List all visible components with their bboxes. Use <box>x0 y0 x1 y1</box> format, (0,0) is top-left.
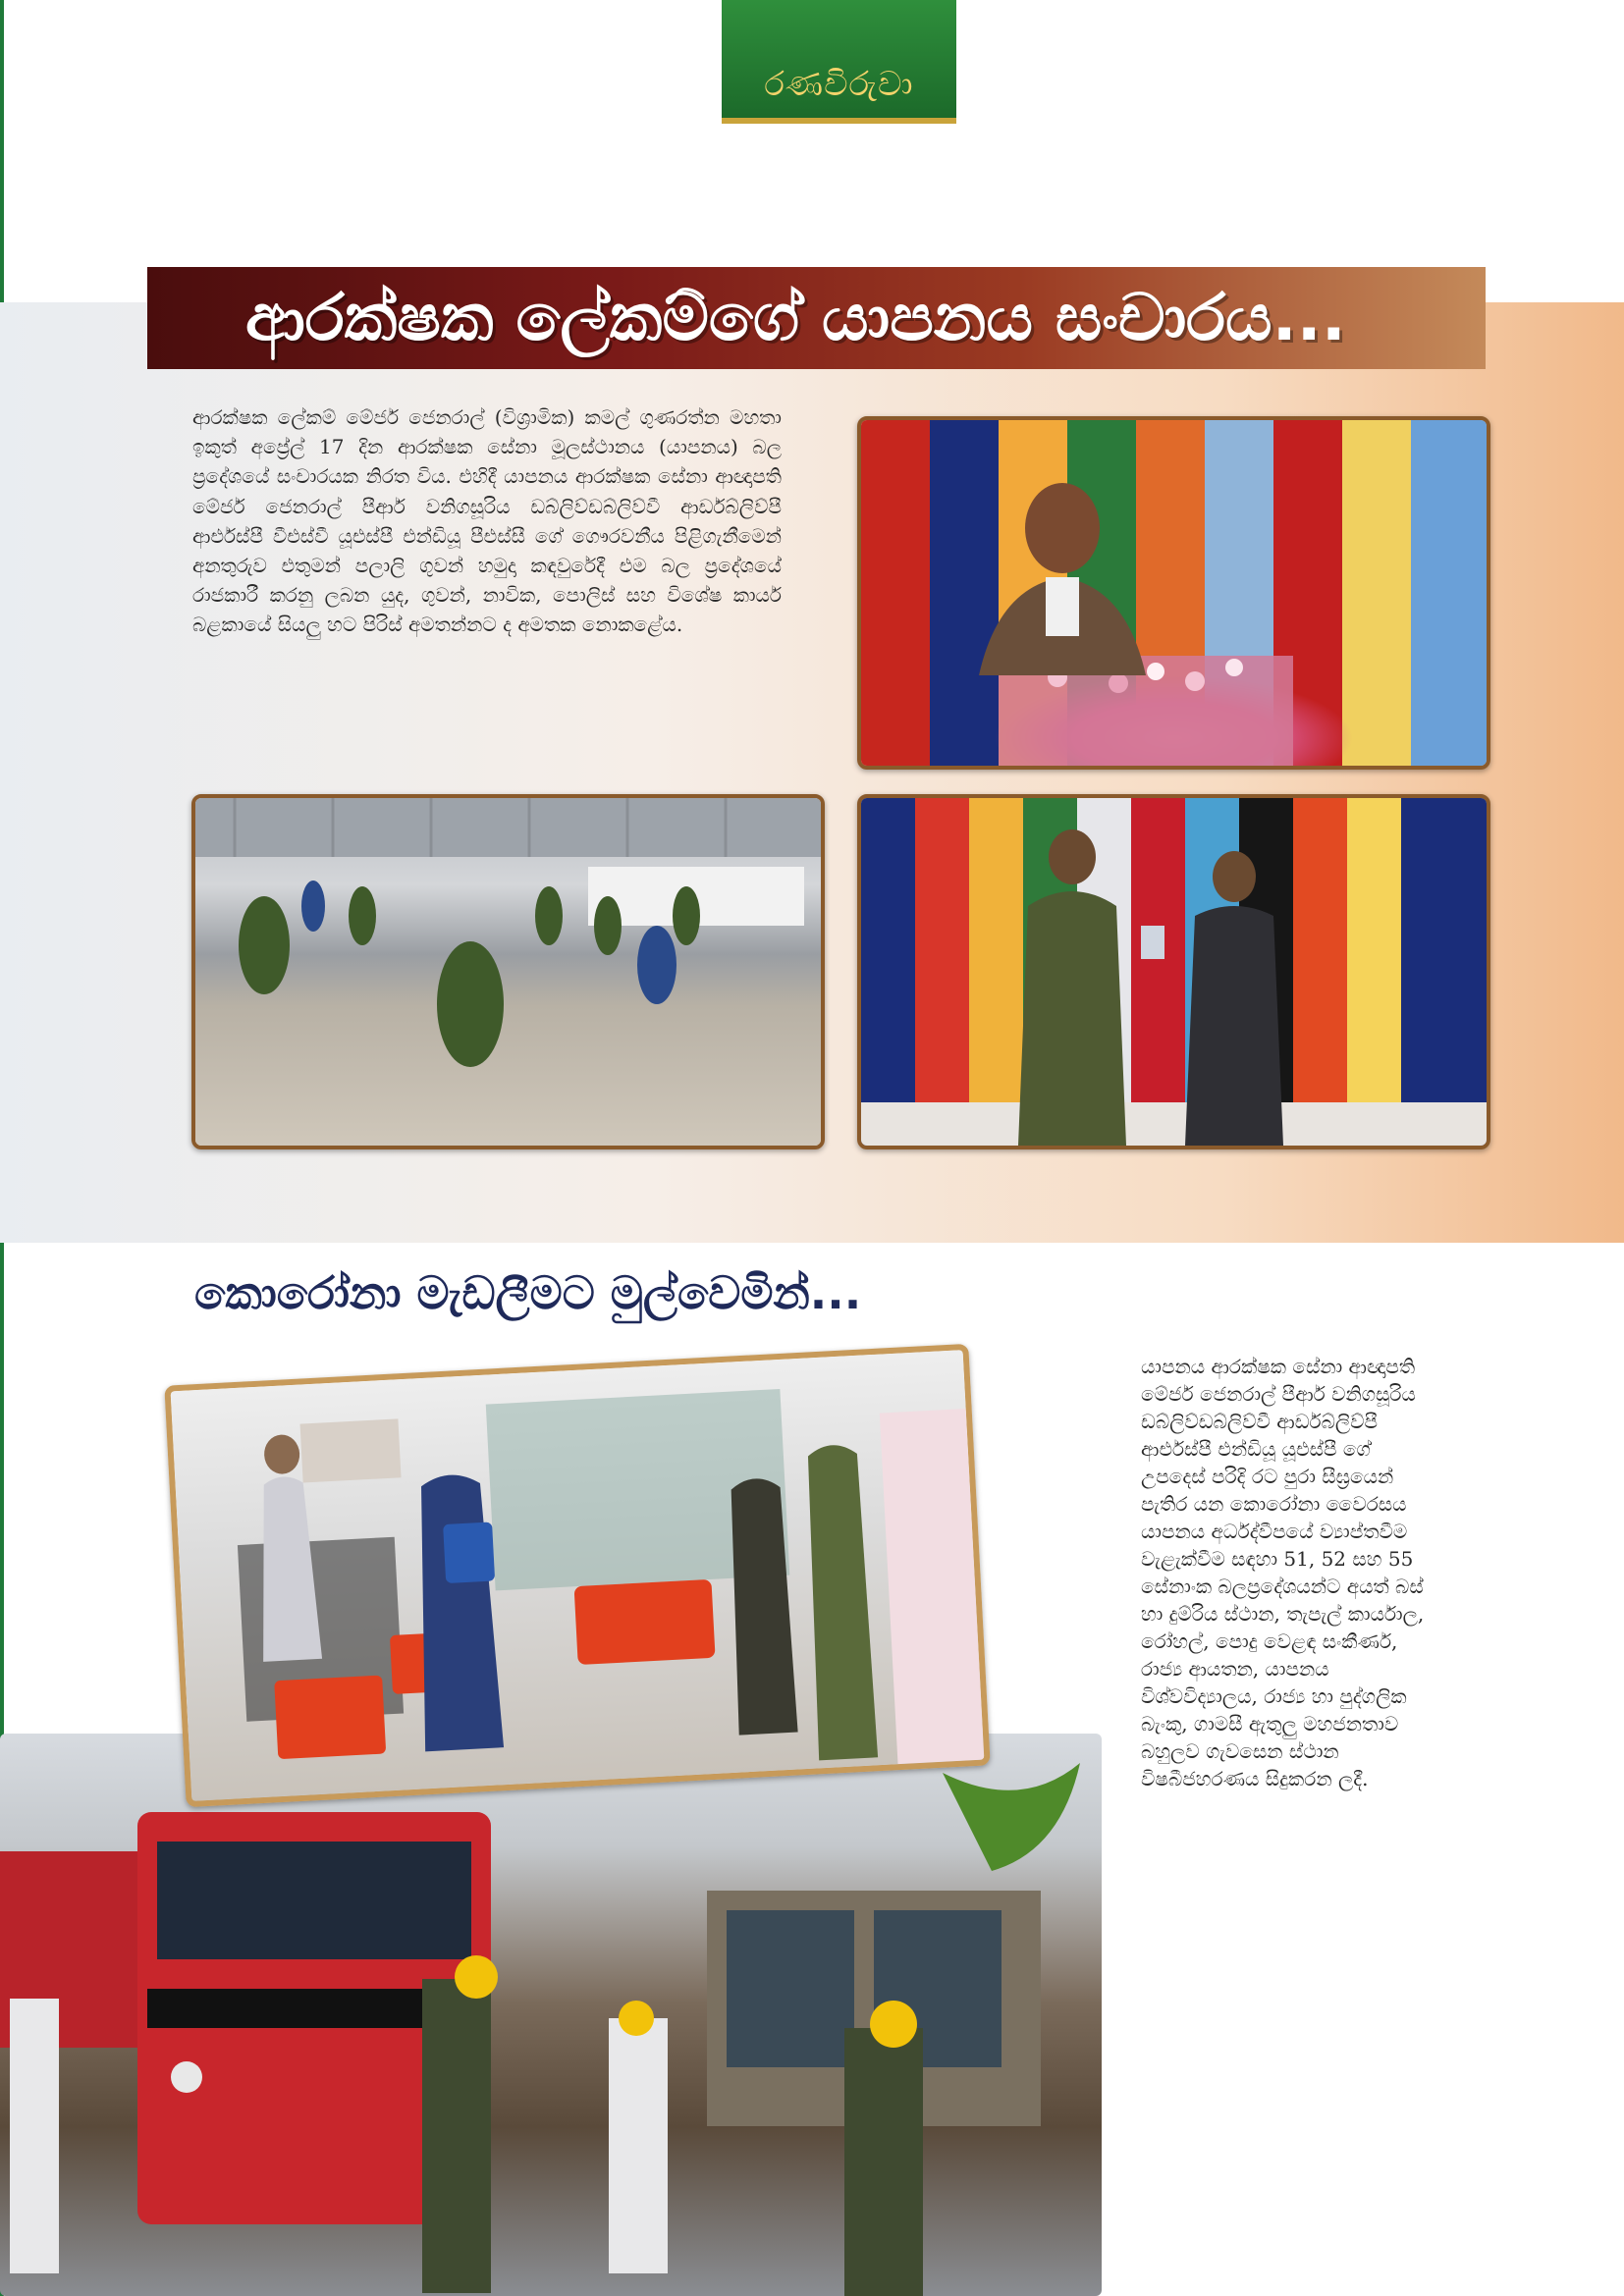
bus-disinfection-figures <box>0 1734 1102 2296</box>
section-title: කොරෝනා මැඩලීමට මුල්වෙමින්... <box>194 1266 862 1319</box>
article-body: ආරක්ෂක ලේකම් මේජර් ජෙනරාල් (විශ්‍රාමික) කමල් ගුණරත්න මහතා ඉකුත් අප්‍රේල් 17 දින ආරක්ෂක සේනා මූලස්ථානය (යාපනය) බල ප්‍රදේශයේ සංචාරයක නිරත විය. එහිදී යාපනය ආරක්ෂක සේනා ආඥාපති මේජර් ජෙනරාල් පීආර් වනිගසූරිය ඩබ්ලිව්ඩබ්ලිව්වී ආර්ඩබ්ලිව්පී ආර්එස්පී වීඑස්වී යූඑස්පී එන්ඩියූ පීඑස්සී ගේ ගෞරවනීය පිළිගැනීමෙන් අනතුරුව එතුමන් පලාලි ගුවන් හමුදා කඳවුරේදී එම බල ප්‍රදේශයේ රාජකාරී කරනු ලබන යුද, ගුවන්, නාවික, පොලිස් සහ විශේෂ කාර්ය බළකායේ සියලු හට පිරිස් අමතන්නට ද අමතක නොකළේය. <box>192 405 782 637</box>
article-title: ආරක්ෂක ලේකම්ගේ යාපනය සංචාරය... <box>245 279 1346 355</box>
assembly-photo <box>191 794 825 1149</box>
office-disinfection-photo <box>164 1344 990 1807</box>
brand-badge <box>722 0 956 124</box>
award-photo-figures <box>861 798 1487 1146</box>
article-title-bar <box>147 267 1486 369</box>
speech-photo-figures <box>861 420 1487 766</box>
award-photo <box>857 794 1490 1149</box>
office-disinfection-figures <box>171 1350 985 1801</box>
speech-photo <box>857 416 1490 770</box>
assembly-photo-figures <box>195 798 821 1146</box>
brand-name: රණවිරුවා <box>764 65 914 104</box>
section-body: යාපනය ආරක්ෂක සේනා ආඥාපති මේජර් ජෙනරාල් පීආර් වනිගසූරිය ඩබ්ලිව්ඩබ්ලිව්වී ආර්ඩබ්ලිව්පී ආර්එස්පී එන්ඩියූ යූඑස්පී ගේ උපදෙස් පරිදි රට පුරා සීඝ්‍රයෙන් පැතිර යන කොරෝනා වෛරසය යාපනය අර්ධද්වීපයේ ව්‍යාප්තවීම වැළැක්වීම සඳහා 51, 52 සහ 55 සේනාංක බලප්‍රදේශයන්ට අයත් බස් හා දුම්රිය ස්ථාන, තැපැල් කාර්යාල, රෝහල්, පොදු වෙළඳ සංකීර්ණ, රාජ්‍ය ආයතන, යාපනය විශ්වවිද්‍යාලය, රාජ්‍ය හා පුද්ගලික බැංකු, ගාමසී ඇතුලු මහජනතාව බහුලව ගැවසෙන ස්ථාන විෂබීජහරණය සිදුකරන ලදී. <box>1141 1355 1425 1790</box>
bus-disinfection-photo <box>0 1734 1102 2296</box>
